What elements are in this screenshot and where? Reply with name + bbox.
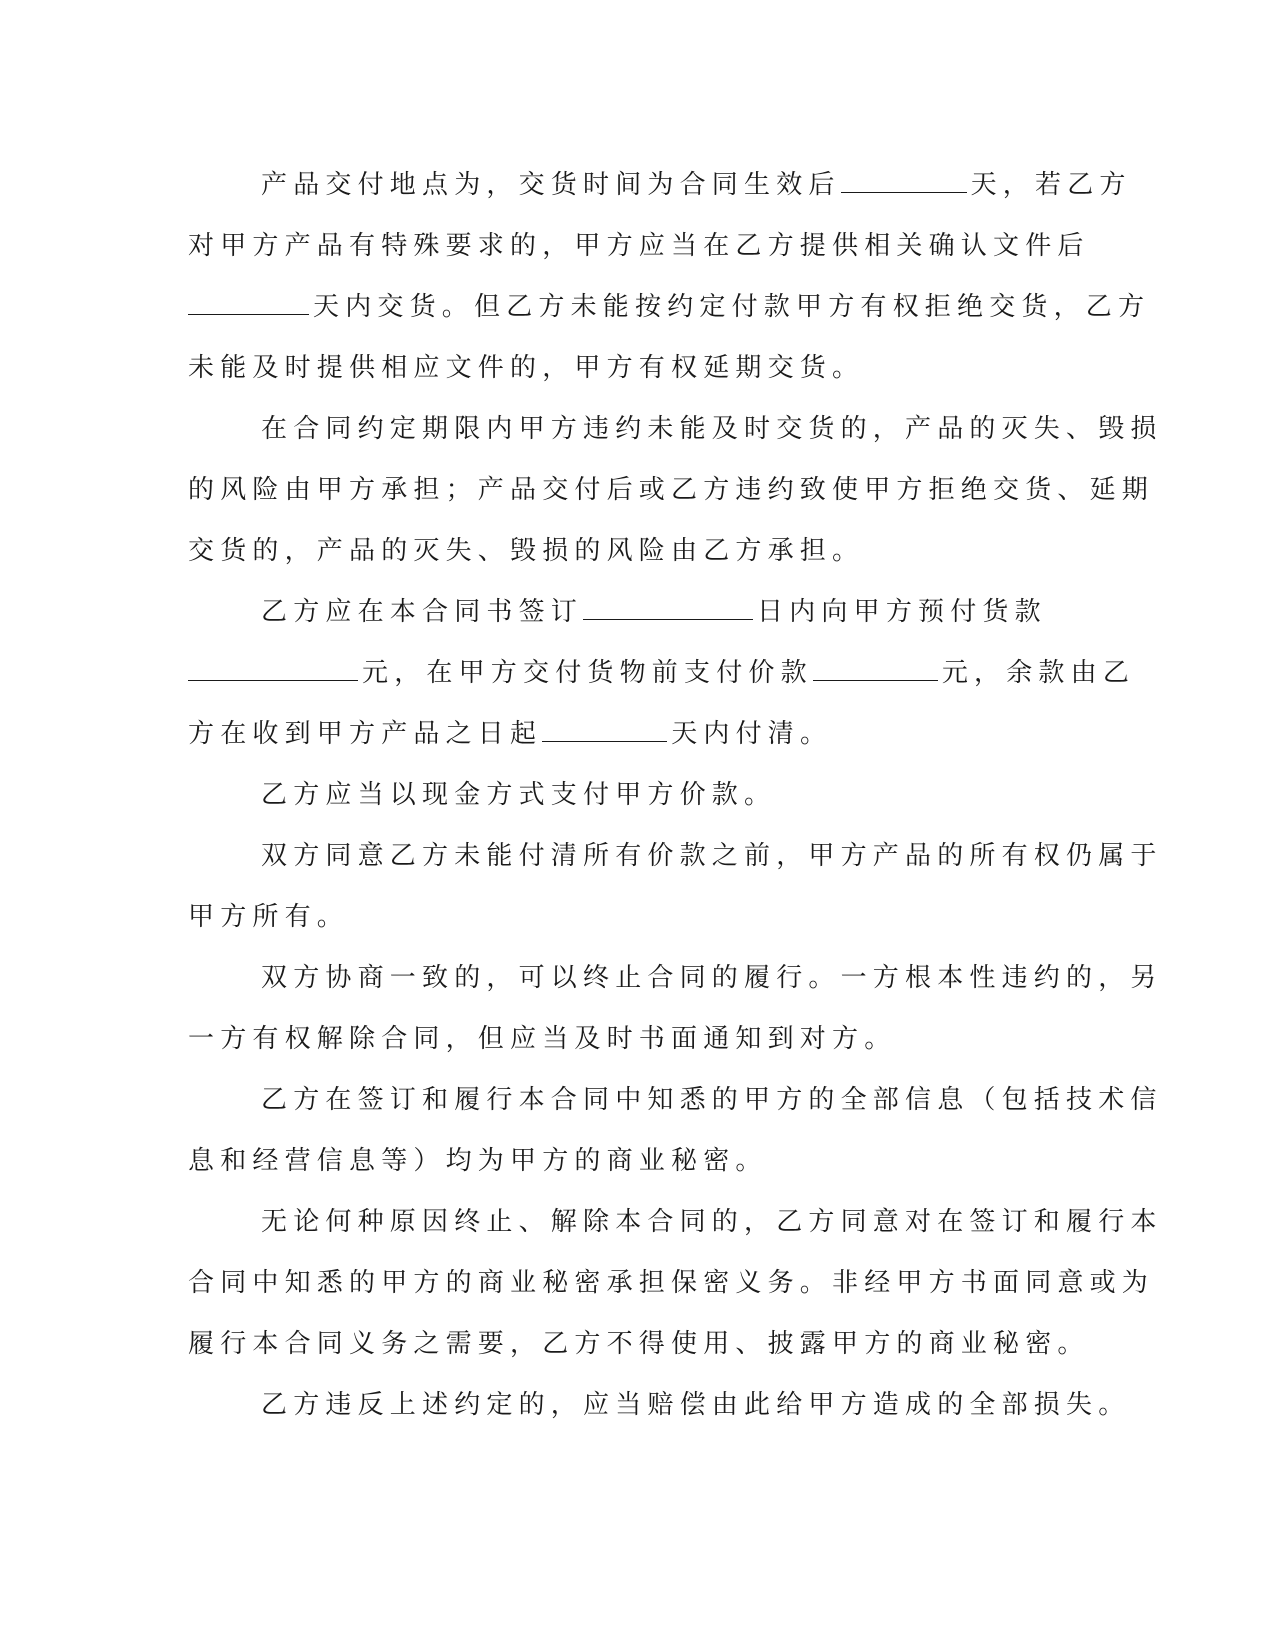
fill-in-blank-days	[841, 170, 967, 193]
paragraph-line: 履行本合同义务之需要，乙方不得使用、披露甲方的商业秘密。	[188, 1329, 1090, 1359]
paragraph-line: 乙方应当以现金方式支付甲方价款。	[261, 780, 777, 810]
text-segment: 元，余款由乙	[941, 658, 1136, 688]
paragraph-compensation	[188, 1375, 1131, 1436]
paragraph-line: 对甲方产品有特殊要求的，甲方应当在乙方提供相关确认文件后	[188, 231, 1090, 261]
text-segment: 方在收到甲方产品之日起	[188, 719, 543, 749]
paragraph-confidentiality	[188, 1192, 1163, 1375]
paragraph-line	[188, 277, 1151, 338]
paragraph-ownership	[188, 826, 1163, 948]
document-body	[188, 155, 1163, 1436]
paragraph-risk	[188, 399, 1163, 582]
text-segment: 乙方应在本合同书签订	[261, 597, 584, 627]
paragraph-line: 在合同约定期限内甲方违约未能及时交货的，产品的灭失、毁损	[261, 414, 1163, 444]
paragraph-line	[188, 704, 1078, 765]
text-segment: 日内向甲方预付货款	[757, 597, 1047, 627]
paragraph-trade-secret	[188, 1070, 1163, 1192]
fill-in-blank-days	[542, 719, 667, 742]
paragraph-line: 乙方在签订和履行本合同中知悉的甲方的全部信息（包括技术信	[261, 1085, 1163, 1115]
paragraph-line: 的风险由甲方承担；产品交付后或乙方违约致使甲方拒绝交货、延期	[188, 475, 1155, 505]
paragraph-line	[188, 643, 1136, 704]
paragraph-payment	[188, 582, 1136, 765]
fill-in-blank-amount	[188, 658, 358, 681]
fill-in-blank-days	[188, 292, 309, 315]
paragraph-line	[188, 155, 1132, 216]
fill-in-blank-days	[583, 597, 753, 620]
paragraph-termination	[188, 948, 1163, 1070]
paragraph-line	[188, 582, 1078, 643]
paragraph-line: 无论何种原因终止、解除本合同的，乙方同意对在签订和履行本	[261, 1207, 1163, 1237]
paragraph-delivery	[188, 155, 1151, 399]
paragraph-line: 息和经营信息等）均为甲方的商业秘密。	[188, 1146, 768, 1176]
fill-in-blank-amount	[813, 658, 938, 681]
paragraph-line: 双方协商一致的，可以终止合同的履行。一方根本性违约的，另	[261, 963, 1163, 993]
text-segment: 天内付清。	[671, 719, 833, 749]
paragraph-line: 合同中知悉的甲方的商业秘密承担保密义务。非经甲方书面同意或为	[188, 1268, 1155, 1298]
text-segment: 元，在甲方交付货物前支付价款	[362, 658, 813, 688]
text-segment: 天，若乙方	[970, 170, 1132, 200]
paragraph-line: 乙方违反上述约定的，应当赔偿由此给甲方造成的全部损失。	[261, 1390, 1131, 1420]
paragraph-line: 交货的，产品的灭失、毁损的风险由乙方承担。	[188, 536, 865, 566]
text-segment: 产品交付地点为，交货时间为合同生效后	[261, 170, 841, 200]
paragraph-line: 一方有权解除合同，但应当及时书面通知到对方。	[188, 1024, 897, 1054]
paragraph-payment-method	[188, 765, 1078, 826]
paragraph-line: 未能及时提供相应文件的，甲方有权延期交货。	[188, 353, 865, 383]
paragraph-line: 双方同意乙方未能付清所有价款之前，甲方产品的所有权仍属于	[261, 841, 1163, 871]
paragraph-line: 甲方所有。	[188, 902, 350, 932]
text-segment: 天内交货。但乙方未能按约定付款甲方有权拒绝交货，乙方	[313, 292, 1151, 322]
